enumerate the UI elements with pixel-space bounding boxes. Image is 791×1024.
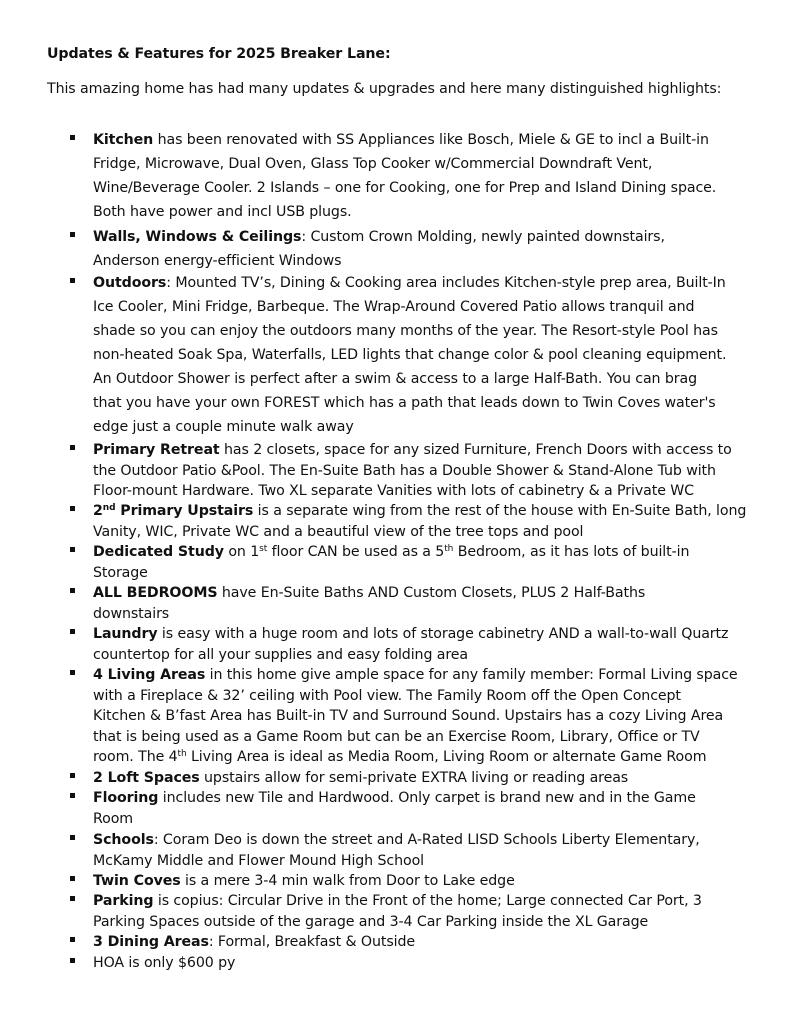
line: Ice Cooler, Mini Fridge, Barbeque. The Wrap-Around Covered Patio allows tranquil and [93,299,695,315]
line-text: upstairs allow for semi-private EXTRA living or reading areas [199,770,629,786]
feature-outdoors [93,271,758,439]
line: Kitchen & B’fast Area has Built-in TV and Surround Sound. Upstairs has a cozy Living Area [93,708,724,724]
line-text: Bedroom, as it has lots of built-in [453,544,690,560]
feature-primary-retreat [93,440,758,502]
line: HOA is only $600 py [93,955,236,971]
line-text: room. The 4 [93,749,178,765]
feature-kitchen [93,128,758,224]
line-text: : Formal, Breakfast & Outside [208,934,416,950]
feature-dining-areas [93,932,758,953]
line-text: is a mere 3-4 min walk from Door to Lake edge [180,873,515,889]
feature-loft-spaces [93,768,758,789]
key-text: Primary Upstairs [115,503,254,519]
feature-living-areas [93,665,758,768]
feature-key: Outdoors [93,275,167,291]
ordinal: st [259,544,268,554]
line [93,891,758,912]
line-text: have En-Suite Baths AND Custom Closets, PLUS 2 Half-Baths [217,585,646,601]
line [93,542,758,563]
line: edge just a couple minute walk away [93,419,354,435]
feature-parking [93,891,758,932]
line [93,665,758,686]
line-text: floor CAN be used as a 5 [267,544,445,560]
feature-dedicated-study [93,542,758,583]
feature-key: Schools [93,832,154,848]
line [93,788,758,809]
line-text: is copius: Circular Drive in the Front of the home; Large connected Car Port, 3 [153,893,702,909]
line: Floor-mount Hardware. Two XL separate Vanities with lots of cabinetry & a Private WC [93,483,694,499]
ordinal: th [177,749,187,759]
line-text: has 2 closets, space for any sized Furniture, French Doors with access to [219,442,732,458]
feature-key [93,503,253,519]
line [93,440,758,461]
line: shade so you can enjoy the outdoors many months of the year. The Resort-style Pool has [93,323,718,339]
line [93,932,758,953]
line-text: in this home give ample space for any family member: Formal Living space [205,667,738,683]
line-text: Living Area is ideal as Media Room, Living Room or alternate Game Room [186,749,707,765]
line [93,871,758,892]
line: Both have power and incl USB plugs. [93,204,352,220]
line: Fridge, Microwave, Dual Oven, Glass Top Cooker w/Commercial Downdraft Vent, [93,156,653,172]
feature-laundry [93,624,758,665]
feature-key: Parking [93,893,154,909]
line [93,747,758,768]
key-ordinal: nd [102,503,116,513]
line: Wine/Beverage Cooler. 2 Islands – one for Cooking, one for Prep and Island Dining space. [93,180,717,196]
line [93,128,758,152]
feature-key: 4 Living Areas [93,667,206,683]
line [93,768,758,789]
feature-key: ALL BEDROOMS [93,585,218,601]
line: Anderson energy-efficient Windows [93,253,342,269]
line: the Outdoor Patio &Pool. The En-Suite Bath has a Double Shower & Stand-Alone Tub with [93,462,716,479]
line: downstairs [93,605,170,622]
line-text: has been renovated with SS Appliances like Bosch, Miele & GE to incl a Built-in [153,132,709,148]
feature-key: 3 Dining Areas [93,934,209,950]
key-number: 2 [93,503,103,519]
feature-all-bedrooms [93,583,758,624]
line [93,225,758,249]
line-text: : Custom Crown Molding, newly painted downstairs, [301,229,665,245]
line [93,271,758,295]
line: that you have your own FOREST which has a path that leads down to Twin Coves water's [93,395,716,411]
feature-hoa [93,953,758,974]
line: that is being used as a Game Room but can be an Exercise Room, Library, Office or TV [93,728,700,745]
line: Vanity, WIC, Private WC and a beautiful view of the tree tops and pool [93,523,584,540]
line: Storage [93,564,148,581]
feature-key: 2 Loft Spaces [93,770,200,786]
line: Room [93,810,134,827]
feature-schools [93,830,758,871]
feature-second-primary [93,501,758,542]
feature-key: Kitchen [93,132,154,148]
intro-paragraph: This amazing home has had many updates & upgrades and here many distinguished highlights: [47,81,722,97]
feature-key: Laundry [93,626,158,642]
line: McKamy Middle and Flower Mound High School [93,852,424,869]
line: An Outdoor Shower is perfect after a swim & access to a large Half-Bath. You can brag [93,371,697,387]
feature-key: Dedicated Study [93,544,224,560]
line-text: is a separate wing from the rest of the house with En-Suite Bath, long [253,503,747,519]
feature-key: Twin Coves [93,873,181,889]
line: Parking Spaces outside of the garage and 3-4 Car Parking inside the XL Garage [93,913,649,930]
feature-flooring [93,788,758,829]
line-text: : Coram Deo is down the street and A-Rated LISD Schools Liberty Elementary, [153,832,700,848]
feature-key: Primary Retreat [93,442,220,458]
feature-key: Walls, Windows & Ceilings [93,229,302,245]
line: with a Fireplace & 32’ ceiling with Pool view. The Family Room off the Open Concept [93,687,681,704]
line [93,624,758,645]
line-text: on 1 [223,544,260,560]
document-title: Updates & Features for 2025 Breaker Lane: [47,46,391,62]
line: countertop for all your supplies and easy folding area [93,646,469,663]
line [93,583,758,604]
line-text: : Mounted TV’s, Dining & Cooking area includes Kitchen-style prep area, Built-In [166,275,726,291]
line-text: includes new Tile and Hardwood. Only carpet is brand new and in the Game [158,790,696,806]
line [93,830,758,851]
feature-key: Flooring [93,790,159,806]
ordinal: th [444,544,454,554]
line [93,501,758,522]
line: non-heated Soak Spa, Waterfalls, LED lights that change color & pool cleaning equipment. [93,347,727,363]
feature-walls [93,225,758,273]
line-text: is easy with a huge room and lots of storage cabinetry AND a wall-to-wall Quartz [157,626,729,642]
feature-twin-coves [93,871,758,892]
